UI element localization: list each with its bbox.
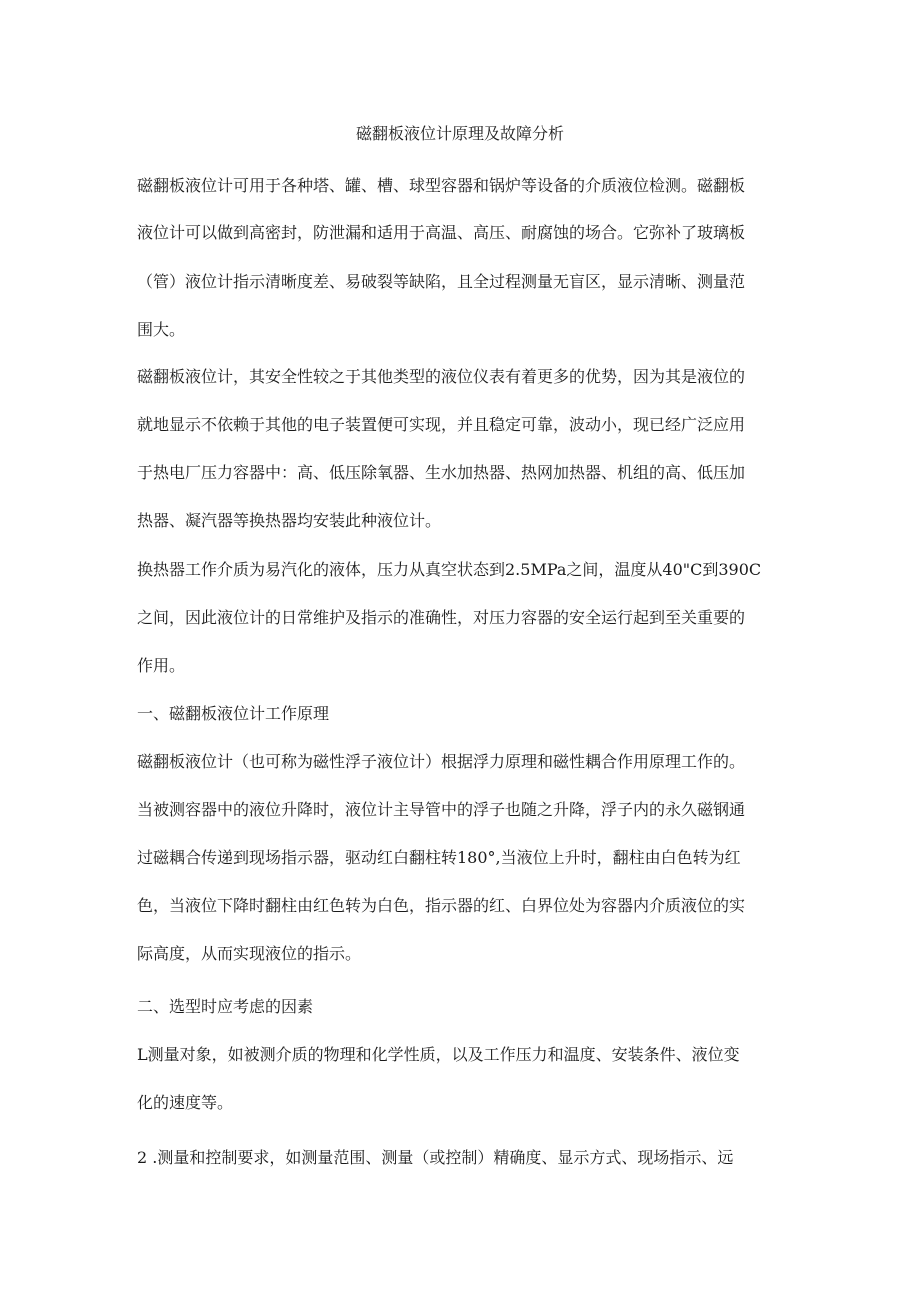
section-heading-2: 二、选型时应考虑的因素 (137, 997, 314, 1016)
text-line-6: 就地显示不依赖于其他的电子装置便可实现，并且稳定可靠，波动小，现已经广泛应用 (137, 415, 746, 434)
text-line-16: 色，当液位下降时翻柱由红色转为白色，指示器的红、白界位处为容器内介质液位的实 (137, 896, 746, 915)
text-line-5: 磁翻板液位计，其安全性较之于其他类型的液位仪表有着更多的优势，因为其是液位的 (137, 367, 746, 386)
text-line-13: 磁翻板液位计（也可称为磁性浮子液位计）根据浮力原理和磁性耦合作用原理工作的。 (137, 752, 746, 771)
text-line-15: 过磁耦合传递到现场指示器，驱动红白翻柱转180°,当液位上升时，翻柱由白色转为红 (137, 848, 741, 867)
text-line-10: 之间，因此液位计的日常维护及指示的准确性，对压力容器的安全运行起到至关重要的 (137, 608, 746, 627)
text-line-17: 际高度，从而实现液位的指示。 (137, 944, 362, 963)
text-line-20: 化的速度等。 (137, 1093, 234, 1112)
text-line-9: 换热器工作介质为易汽化的液体，压力从真空状态到2.5MPa之间，温度从40"C到390C (137, 560, 762, 579)
text-line-21: 2 .测量和控制要求，如测量范围、测量（或控制）精确度、显示方式、现场指示、远 (137, 1148, 734, 1167)
text-line-1: 磁翻板液位计可用于各种塔、罐、槽、球型容器和锅炉等设备的介质液位检测。磁翻板 (137, 176, 746, 195)
text-line-2: 液位计可以做到高密封，防泄漏和适用于高温、高压、耐腐蚀的场合。它弥补了玻璃板 (137, 223, 746, 242)
text-line-11: 作用。 (137, 656, 186, 675)
text-line-19: L测量对象，如被测介质的物理和化学性质，以及工作压力和温度、安装条件、液位变 (137, 1045, 740, 1064)
text-line-8: 热器、凝汽器等换热器均安装此种液位计。 (137, 511, 442, 530)
text-line-7: 于热电厂压力容器中：高、低压除氧器、生水加热器、热网加热器、机组的高、低压加 (137, 463, 746, 482)
section-heading-1: 一、磁翻板液位计工作原理 (137, 704, 330, 723)
text-line-3: （管）液位计指示清晰度差、易破裂等缺陷，且全过程测量无盲区，显示清晰、测量范 (137, 272, 746, 291)
document-title: 磁翻板液位计原理及故障分析 (355, 124, 564, 143)
text-line-4: 围大。 (137, 320, 186, 339)
text-line-14: 当被测容器中的液位升降时，液位计主导管中的浮子也随之升降，浮子内的永久磁钢通 (137, 800, 746, 819)
